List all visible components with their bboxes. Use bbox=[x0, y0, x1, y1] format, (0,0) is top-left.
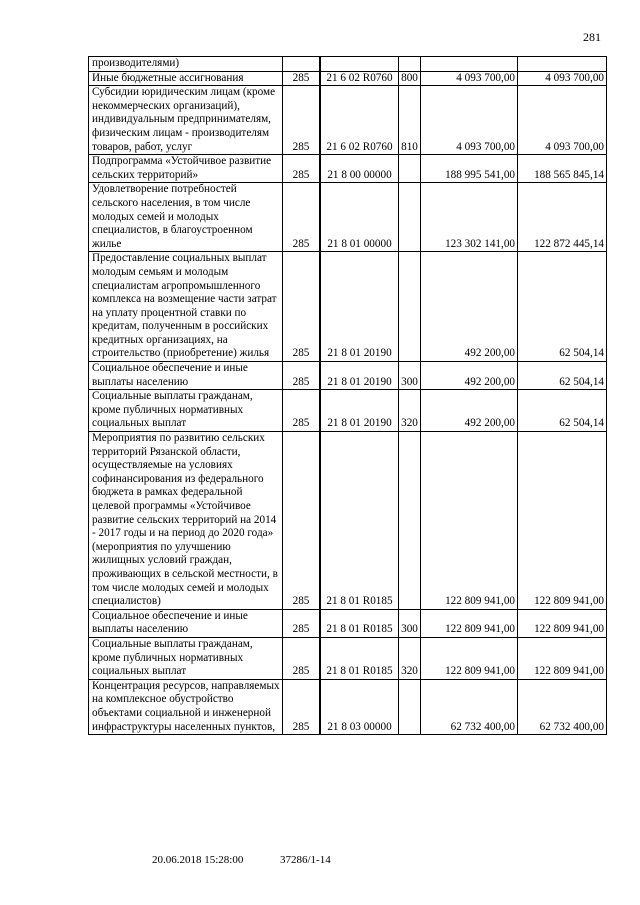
row-ministry-code: 285 bbox=[283, 71, 320, 86]
row-amount-2018: 122 809 941,00 bbox=[421, 637, 518, 679]
row-ministry-code: 285 bbox=[283, 390, 320, 432]
row-target-code: 21 6 02 R0760 bbox=[321, 71, 399, 86]
row-name: Мероприятия по развитию сельских территорий Рязанской области, осуществляемые на условиях софинансирования из федерального бюджета в рамках федеральной целевой программы «Устойчивое развитие сельских территорий на 2014 - 2017 годы и на период до 2020 года» (мероприятия по улучшению жилищных условий граждан, проживающих в сельской местности, в том числе молодых семей и молодых специалистов) bbox=[89, 432, 283, 610]
footer-document-id: 37286/1-14 bbox=[280, 854, 331, 866]
table-row bbox=[89, 609, 607, 637]
row-name: Социальное обеспечение и иные выплаты населению bbox=[89, 362, 283, 390]
row-ministry-code bbox=[283, 57, 320, 72]
row-amount-2018: 122 809 941,00 bbox=[421, 432, 518, 610]
row-name: Субсидии юридическим лицам (кроме некоммерческих организаций), индивидуальным предпринимателям, физическим лицам - производителям товаров, работ, услуг bbox=[89, 86, 283, 155]
row-target-code bbox=[321, 57, 399, 72]
row-target-code: 21 8 01 20190 bbox=[321, 390, 399, 432]
table-row bbox=[89, 362, 607, 390]
row-expense-type bbox=[399, 679, 421, 734]
row-target-code: 21 8 01 00000 bbox=[321, 183, 399, 252]
row-expense-type bbox=[399, 57, 421, 72]
table-row bbox=[89, 252, 607, 362]
row-target-code: 21 8 01 20190 bbox=[321, 252, 399, 362]
row-amount-plan: 62 504,14 bbox=[518, 390, 607, 432]
row-expense-type: 810 bbox=[399, 86, 421, 155]
row-target-code: 21 8 01 R0185 bbox=[321, 609, 399, 637]
budget-table-body bbox=[89, 57, 607, 735]
row-amount-2018: 492 200,00 bbox=[421, 390, 518, 432]
table-row bbox=[89, 432, 607, 610]
row-ministry-code: 285 bbox=[283, 252, 320, 362]
row-name: Предоставление социальных выплат молодым семьям и молодым специалистам агропромышленного комплекса на возмещение части затрат на уплату процентной ставки по кредитам, полученным в российских кредитных организациях, на строительство (приобретение) жилья bbox=[89, 252, 283, 362]
row-amount-plan: 4 093 700,00 bbox=[518, 71, 607, 86]
row-ministry-code: 285 bbox=[283, 432, 320, 610]
row-target-code: 21 8 03 00000 bbox=[321, 679, 399, 734]
row-amount-2018: 492 200,00 bbox=[421, 362, 518, 390]
row-name: Подпрограмма «Устойчивое развитие сельских территорий» bbox=[89, 155, 283, 183]
row-name: Концентрация ресурсов, направляемых на комплексное обустройство объектами социальной и инженерной инфраструктуры населенных пунктов, bbox=[89, 679, 283, 734]
row-target-code: 21 8 01 R0185 bbox=[321, 432, 399, 610]
row-amount-plan: 62 732 400,00 bbox=[518, 679, 607, 734]
row-expense-type: 300 bbox=[399, 609, 421, 637]
row-name: Иные бюджетные ассигнования bbox=[89, 71, 283, 86]
row-ministry-code: 285 bbox=[283, 679, 320, 734]
row-amount-2018: 123 302 141,00 bbox=[421, 183, 518, 252]
row-amount-plan: 122 809 941,00 bbox=[518, 637, 607, 679]
row-expense-type: 320 bbox=[399, 637, 421, 679]
row-target-code: 21 8 01 R0185 bbox=[321, 637, 399, 679]
row-ministry-code: 285 bbox=[283, 609, 320, 637]
row-amount-2018: 62 732 400,00 bbox=[421, 679, 518, 734]
row-target-code: 21 8 00 00000 bbox=[321, 155, 399, 183]
row-expense-type: 300 bbox=[399, 362, 421, 390]
row-amount-2018: 4 093 700,00 bbox=[421, 86, 518, 155]
row-ministry-code: 285 bbox=[283, 183, 320, 252]
table-row bbox=[89, 57, 607, 72]
row-amount-plan bbox=[518, 57, 607, 72]
row-expense-type: 320 bbox=[399, 390, 421, 432]
row-target-code: 21 8 01 20190 bbox=[321, 362, 399, 390]
table-row bbox=[89, 183, 607, 252]
row-name: производителями) bbox=[89, 57, 283, 72]
row-target-code: 21 6 02 R0760 bbox=[321, 86, 399, 155]
table-row bbox=[89, 86, 607, 155]
page-number: 281 bbox=[583, 30, 601, 44]
row-amount-plan: 122 809 941,00 bbox=[518, 609, 607, 637]
table-row bbox=[89, 679, 607, 734]
row-amount-2018: 492 200,00 bbox=[421, 252, 518, 362]
row-amount-plan: 122 872 445,14 bbox=[518, 183, 607, 252]
row-expense-type bbox=[399, 432, 421, 610]
row-amount-plan: 122 809 941,00 bbox=[518, 432, 607, 610]
document-footer bbox=[152, 854, 331, 867]
row-amount-plan: 62 504,14 bbox=[518, 252, 607, 362]
row-ministry-code: 285 bbox=[283, 637, 320, 679]
row-amount-2018: 122 809 941,00 bbox=[421, 609, 518, 637]
row-ministry-code: 285 bbox=[283, 86, 320, 155]
table-row bbox=[89, 71, 607, 86]
row-expense-type bbox=[399, 252, 421, 362]
footer-timestamp: 20.06.2018 15:28:00 bbox=[152, 854, 244, 866]
row-amount-2018: 188 995 541,00 bbox=[421, 155, 518, 183]
row-expense-type bbox=[399, 183, 421, 252]
table-row bbox=[89, 155, 607, 183]
row-name: Социальные выплаты гражданам, кроме публичных нормативных социальных выплат bbox=[89, 390, 283, 432]
row-amount-plan: 4 093 700,00 bbox=[518, 86, 607, 155]
row-name: Социальное обеспечение и иные выплаты населению bbox=[89, 609, 283, 637]
row-name: Социальные выплаты гражданам, кроме публичных нормативных социальных выплат bbox=[89, 637, 283, 679]
row-amount-plan: 188 565 845,14 bbox=[518, 155, 607, 183]
row-expense-type bbox=[399, 155, 421, 183]
row-ministry-code: 285 bbox=[283, 155, 320, 183]
row-amount-2018 bbox=[421, 57, 518, 72]
table-row bbox=[89, 390, 607, 432]
row-name: Удовлетворение потребностей сельского населения, в том числе молодых семей и молодых специалистов, в благоустроенном жилье bbox=[89, 183, 283, 252]
row-ministry-code: 285 bbox=[283, 362, 320, 390]
row-expense-type: 800 bbox=[399, 71, 421, 86]
row-amount-plan: 62 504,14 bbox=[518, 362, 607, 390]
row-amount-2018: 4 093 700,00 bbox=[421, 71, 518, 86]
budget-table bbox=[88, 56, 607, 735]
table-row bbox=[89, 637, 607, 679]
